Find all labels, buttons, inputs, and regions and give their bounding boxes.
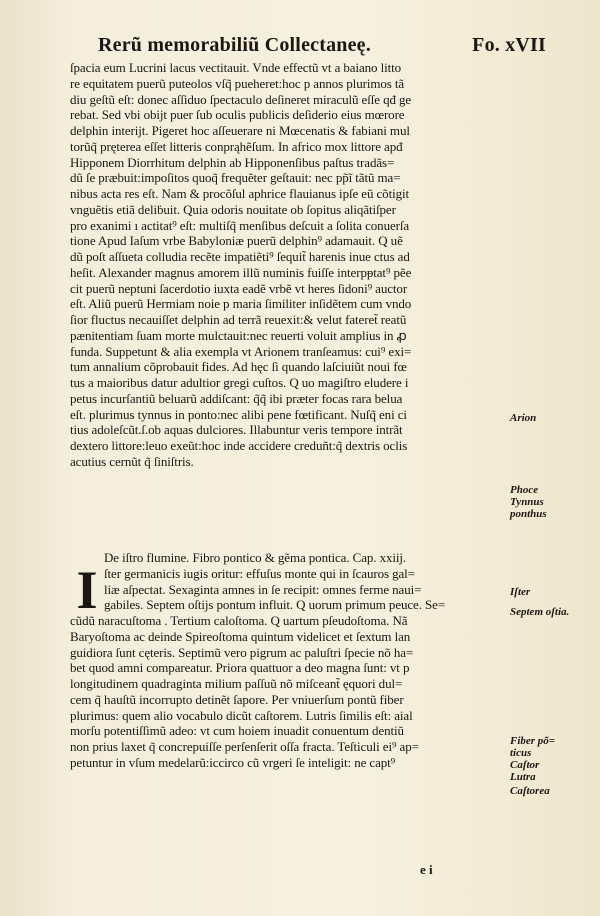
text-line: eſt. Aliũ puerũ Hermiam noie p maria ſimiliter inſidẽtem cum vndo — [70, 296, 412, 312]
text-line: funda. Suppetunt & alia exempla vt Arionem tranſeamus: cui⁹ exi= — [70, 343, 412, 359]
text-line: rebat. Sed vbi obijt puer ſub oculis publicis deſiderio eius mœrore — [70, 107, 405, 123]
text-line: liæ aſpectat. Sexaginta amnes in ſe recipit: omnes ferme naui= — [104, 581, 422, 597]
text-line: ſior fluctus necauiſſet delphin ad terrã reuexit:& velut fateret̃ reatũ — [70, 312, 407, 327]
text-line: heſit. Alexander magnus amorem illũ numinis fuiſſe interpᵽtat⁹ pẽe — [70, 264, 412, 280]
text-line: pænitentiam ſuam morte mulctauit:nec reuerti voluit amplius in ꝓ — [70, 327, 407, 343]
margin-note-castorea: Caſtorea — [510, 785, 550, 797]
text-line: petus incurſantiũ beluarũ addiſcant: q̃q̃ ibi præter focas rara belua — [70, 390, 403, 406]
text-line: re equitatem puerũ puteolos vſq̃ pueheret:hoc p annos plurimos tã — [70, 75, 405, 91]
folio-number: Fo. xVII — [472, 34, 546, 56]
text-line: cit puerũ neptuni ſacerdotio iuxta eadẽ vrbẽ vt heres ſidoni⁹ auctor — [70, 280, 408, 296]
drop-cap-initial: I — [76, 560, 98, 620]
margin-note-ticus: ticus — [510, 747, 532, 759]
text-line: non prius laxet q̃ concrepuiſſe perſenſerit oſſa fracta. Teſticuli ei⁹ ap= — [70, 739, 419, 754]
text-line: dũ poſt aſſueta colludia recẽte impatiẽti⁹ ſequit̃ harenis inue ctus ad — [70, 249, 410, 264]
signature-mark: e i — [420, 862, 433, 877]
text-block-delphin — [70, 60, 500, 470]
margin-note-fiber: Fiber põ= — [510, 735, 556, 747]
text-line: diu geſtũ eſt: donec aſſiduo ſpectaculo deſineret miraculũ eſſe qđ ge — [70, 91, 412, 107]
text-line: cũdũ naracuſtoma . Tertium caloſtoma. Q uartum pſeudoſtoma. Nã — [70, 613, 408, 628]
text-line: tione Apud Iaſum vrbe Babyloniæ puerũ delphin⁹ adamauit. Q uẽ — [70, 233, 403, 249]
text-line: tius adoleſcũt.ſ.ob aquas dulciores. Illabuntur veris tempore intrãt — [70, 422, 403, 438]
text-line: Hipponem Diorrhitum delphin ab Hipponenſibus paſtus tradãs= — [70, 154, 395, 170]
margin-note-tynnus: Tynnus — [510, 496, 544, 508]
running-header — [70, 34, 550, 57]
text-line: ſpacia eum Lucrini lacus vectitauit. Vnde effectũ vt a baiano litto — [70, 60, 402, 75]
margin-note-castor: Caſtor — [510, 759, 540, 771]
margin-note-ister: Iſter — [510, 586, 531, 598]
text-line: eſt. plurimus tynnus in ponto:nec alibi pene fœtificant. Nuſq̃ eni ci — [70, 406, 407, 422]
text-line: acutius cernũt q̃ ſiniſtris. — [70, 453, 194, 469]
text-line: pro exanimi ı actitat⁹ eſt: multiſq̃ menſibus deſcuit a ſolita conuerſa — [70, 217, 410, 233]
text-line: plurimus: quem alio vocabulo dicũt caſtorem. Lutris ſimilis eſt: aial — [70, 707, 413, 723]
text-line: tum annalium cõprobauit fides. Ad hęc ſi quando laſciuiũt noui fœ — [70, 359, 407, 375]
text-line: ſter germanicis iugis oritur: effuſus monte qui in ſcauros gal= — [104, 565, 415, 581]
margin-note-ponthus: ponthus — [510, 508, 547, 520]
text-line: gabiles. Septem oſtijs pontum influit. Q uorum primum peuce. Se= — [104, 597, 446, 613]
text-line: petuntur in vſum medelarũ:iccirco cũ vrgeri ſe inteligit: ne capt⁹ — [70, 754, 396, 770]
margin-note-lutra: Lutra — [510, 771, 536, 783]
text-line: vnguẽtis etiã deliḃuit. Quia odoris nouitate ob ſopitus aliqãtiſper — [70, 201, 396, 217]
text-line: nibus acta res eſt. Nam & procõſul aphrice flauianus ipſe eũ cõtigit — [70, 186, 410, 201]
margin-note-arion: Arion — [510, 412, 537, 424]
text-line: cem q̃ hauſtũ incorrupto detinẽt ſapore. Per vniuerſum pontũ fiber — [70, 691, 404, 707]
margin-note-septem-ostia: Septem oſtia. — [510, 606, 570, 618]
text-line: guidiora ſunt cęteris. Septimũ vero pigrum ac paluſtri ſpecie nõ ha= — [70, 644, 414, 660]
running-title: Rerũ memorabiliũ Collectaneę. — [98, 34, 371, 56]
text-line: Baryoſtoma ac deinde Spireoſtoma quintum videlicet et ſextum lan — [70, 628, 411, 644]
text-line: bet quod amni compareatur. Priora quattuor a deo magna ſunt: vt p — [70, 660, 410, 676]
text-line: longitudinem quadraginta milium paſſuũ nõ miſceant̃ ęquori dul= — [70, 676, 403, 691]
text-line: morſu potentiſſimũ adeo: vt cum hoiem inuadit conuentum dentiũ — [70, 723, 404, 739]
chapter-heading: De iſtro flumine. Fibro pontico & gẽma pontica. Cap. xxiij. — [104, 550, 407, 565]
text-line: dextero littore:leuo exeũt:hoc inde accidere creduñt:q̃ dextris oclis — [70, 438, 408, 453]
text-line: torũq̃ pręterea eſſet litteris conprąhẽſum. In africo mox littore apđ — [70, 138, 403, 154]
text-block-ister — [70, 550, 500, 771]
margin-note-phoce: Phoce — [510, 484, 539, 496]
text-line: delphin interijt. Pigeret hoc aſſeuerare ni Mœcenatis & fabiani mul — [70, 123, 410, 138]
text-line: tus a maioribus datur adultior gregi cuſtos. Q uo magiſtro eludere i — [70, 375, 409, 390]
text-line: dũ ſe præbuit:impoſitos quoq̃ frequẽter geſtauit: nec pp̃ĩ tãtũ ma= — [70, 170, 401, 186]
